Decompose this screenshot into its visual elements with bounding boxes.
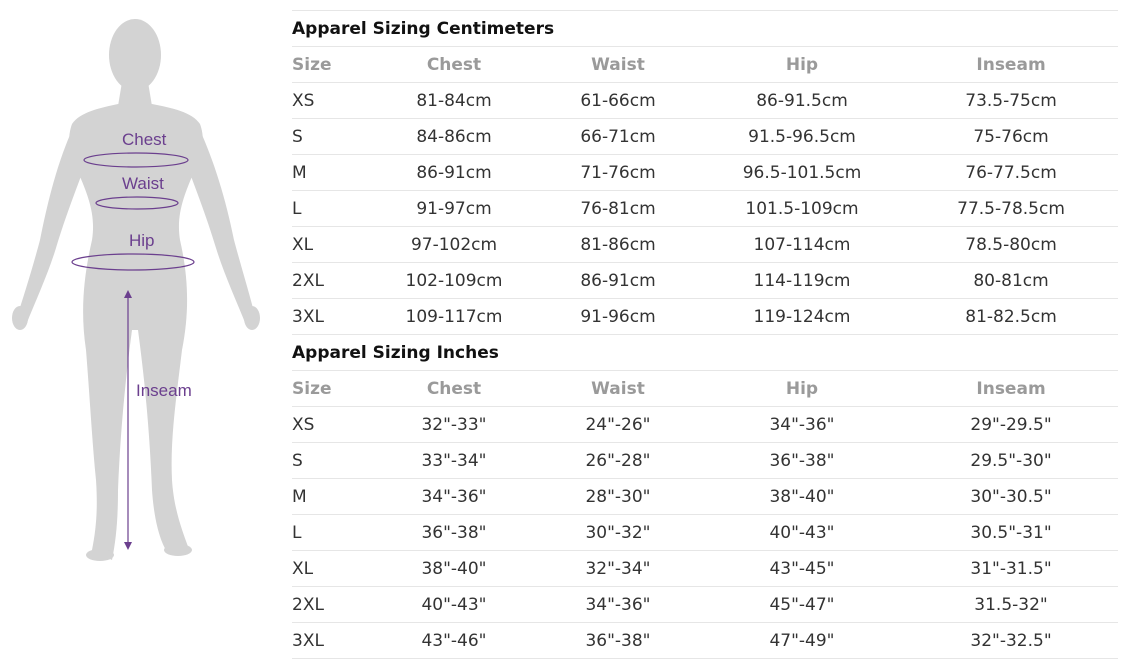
waist-label: Waist: [122, 174, 164, 193]
waist-cell: 91-96cm: [536, 299, 700, 335]
table-title-row: [292, 335, 1118, 371]
chest-cell: 43"-46": [372, 623, 536, 659]
table-header-row: [292, 47, 1118, 83]
table-row: [292, 119, 1118, 155]
chest-cell: 33"-34": [372, 443, 536, 479]
chest-cell: 97-102cm: [372, 227, 536, 263]
chest-cell: 84-86cm: [372, 119, 536, 155]
chest-cell: 91-97cm: [372, 191, 536, 227]
inseam-cell: 80-81cm: [904, 263, 1118, 299]
inseam-arrow-bottom: [124, 542, 132, 550]
table-title-row: [292, 11, 1118, 47]
table-row: [292, 155, 1118, 191]
table-row: [292, 227, 1118, 263]
table-row: [292, 83, 1118, 119]
size-cell: L: [292, 191, 372, 227]
size-cell: XL: [292, 551, 372, 587]
hip-cell: 43"-45": [700, 551, 904, 587]
header-hip: Hip: [700, 371, 904, 407]
inseam-cell: 30"-30.5": [904, 479, 1118, 515]
size-cell: S: [292, 443, 372, 479]
waist-cell: 66-71cm: [536, 119, 700, 155]
waist-cell: 28"-30": [536, 479, 700, 515]
hip-cell: 114-119cm: [700, 263, 904, 299]
size-cell: 2XL: [292, 263, 372, 299]
inseam-cell: 78.5-80cm: [904, 227, 1118, 263]
hip-cell: 38"-40": [700, 479, 904, 515]
chest-label: Chest: [122, 130, 167, 149]
chest-cell: 81-84cm: [372, 83, 536, 119]
table-row: [292, 623, 1118, 659]
table-title: Apparel Sizing Centimeters: [292, 11, 1118, 47]
inseam-cell: 76-77.5cm: [904, 155, 1118, 191]
size-cell: XL: [292, 227, 372, 263]
chest-cell: 32"-33": [372, 407, 536, 443]
inseam-cell: 31"-31.5": [904, 551, 1118, 587]
size-cell: M: [292, 479, 372, 515]
table-row: [292, 407, 1118, 443]
chest-cell: 102-109cm: [372, 263, 536, 299]
sizing-table: [292, 10, 1118, 659]
hip-cell: 107-114cm: [700, 227, 904, 263]
table-row: [292, 263, 1118, 299]
table-header-row: [292, 371, 1118, 407]
inseam-cell: 75-76cm: [904, 119, 1118, 155]
waist-cell: 24"-26": [536, 407, 700, 443]
hip-cell: 119-124cm: [700, 299, 904, 335]
waist-cell: 61-66cm: [536, 83, 700, 119]
body-measurement-figure: [0, 0, 280, 656]
chest-cell: 38"-40": [372, 551, 536, 587]
header-size: Size: [292, 47, 372, 83]
waist-cell: 26"-28": [536, 443, 700, 479]
table-row: [292, 515, 1118, 551]
waist-cell: 36"-38": [536, 623, 700, 659]
chest-cell: 34"-36": [372, 479, 536, 515]
hip-cell: 40"-43": [700, 515, 904, 551]
size-cell: 3XL: [292, 623, 372, 659]
inseam-cell: 29"-29.5": [904, 407, 1118, 443]
chest-cell: 109-117cm: [372, 299, 536, 335]
inseam-cell: 31.5-32": [904, 587, 1118, 623]
header-inseam: Inseam: [904, 371, 1118, 407]
size-cell: XS: [292, 407, 372, 443]
header-size: Size: [292, 371, 372, 407]
header-waist: Waist: [536, 371, 700, 407]
inseam-cell: 32"-32.5": [904, 623, 1118, 659]
size-cell: 2XL: [292, 587, 372, 623]
hip-cell: 91.5-96.5cm: [700, 119, 904, 155]
hip-cell: 101.5-109cm: [700, 191, 904, 227]
chest-cell: 86-91cm: [372, 155, 536, 191]
sizing-tables: [292, 10, 1118, 659]
body-silhouette: [12, 19, 260, 561]
table-row: [292, 191, 1118, 227]
waist-cell: 34"-36": [536, 587, 700, 623]
inseam-label: Inseam: [136, 381, 192, 400]
inches-table: [292, 335, 1118, 659]
hip-cell: 86-91.5cm: [700, 83, 904, 119]
size-cell: 3XL: [292, 299, 372, 335]
table-row: [292, 299, 1118, 335]
header-hip: Hip: [700, 47, 904, 83]
waist-cell: 30"-32": [536, 515, 700, 551]
hip-cell: 96.5-101.5cm: [700, 155, 904, 191]
waist-cell: 86-91cm: [536, 263, 700, 299]
waist-cell: 76-81cm: [536, 191, 700, 227]
header-chest: Chest: [372, 47, 536, 83]
header-inseam: Inseam: [904, 47, 1118, 83]
header-waist: Waist: [536, 47, 700, 83]
hip-cell: 34"-36": [700, 407, 904, 443]
size-cell: XS: [292, 83, 372, 119]
hip-cell: 36"-38": [700, 443, 904, 479]
table-row: [292, 551, 1118, 587]
hip-cell: 47"-49": [700, 623, 904, 659]
hip-label: Hip: [129, 231, 155, 250]
inseam-cell: 77.5-78.5cm: [904, 191, 1118, 227]
table-row: [292, 443, 1118, 479]
chest-cell: 40"-43": [372, 587, 536, 623]
inseam-cell: 30.5"-31": [904, 515, 1118, 551]
size-cell: L: [292, 515, 372, 551]
chest-cell: 36"-38": [372, 515, 536, 551]
table-title: Apparel Sizing Inches: [292, 335, 1118, 371]
table-row: [292, 587, 1118, 623]
inseam-cell: 29.5"-30": [904, 443, 1118, 479]
size-cell: S: [292, 119, 372, 155]
header-chest: Chest: [372, 371, 536, 407]
inseam-cell: 81-82.5cm: [904, 299, 1118, 335]
hip-cell: 45"-47": [700, 587, 904, 623]
waist-cell: 32"-34": [536, 551, 700, 587]
centimeters-table: [292, 11, 1118, 335]
inseam-cell: 73.5-75cm: [904, 83, 1118, 119]
table-row: [292, 479, 1118, 515]
waist-cell: 81-86cm: [536, 227, 700, 263]
size-cell: M: [292, 155, 372, 191]
waist-cell: 71-76cm: [536, 155, 700, 191]
